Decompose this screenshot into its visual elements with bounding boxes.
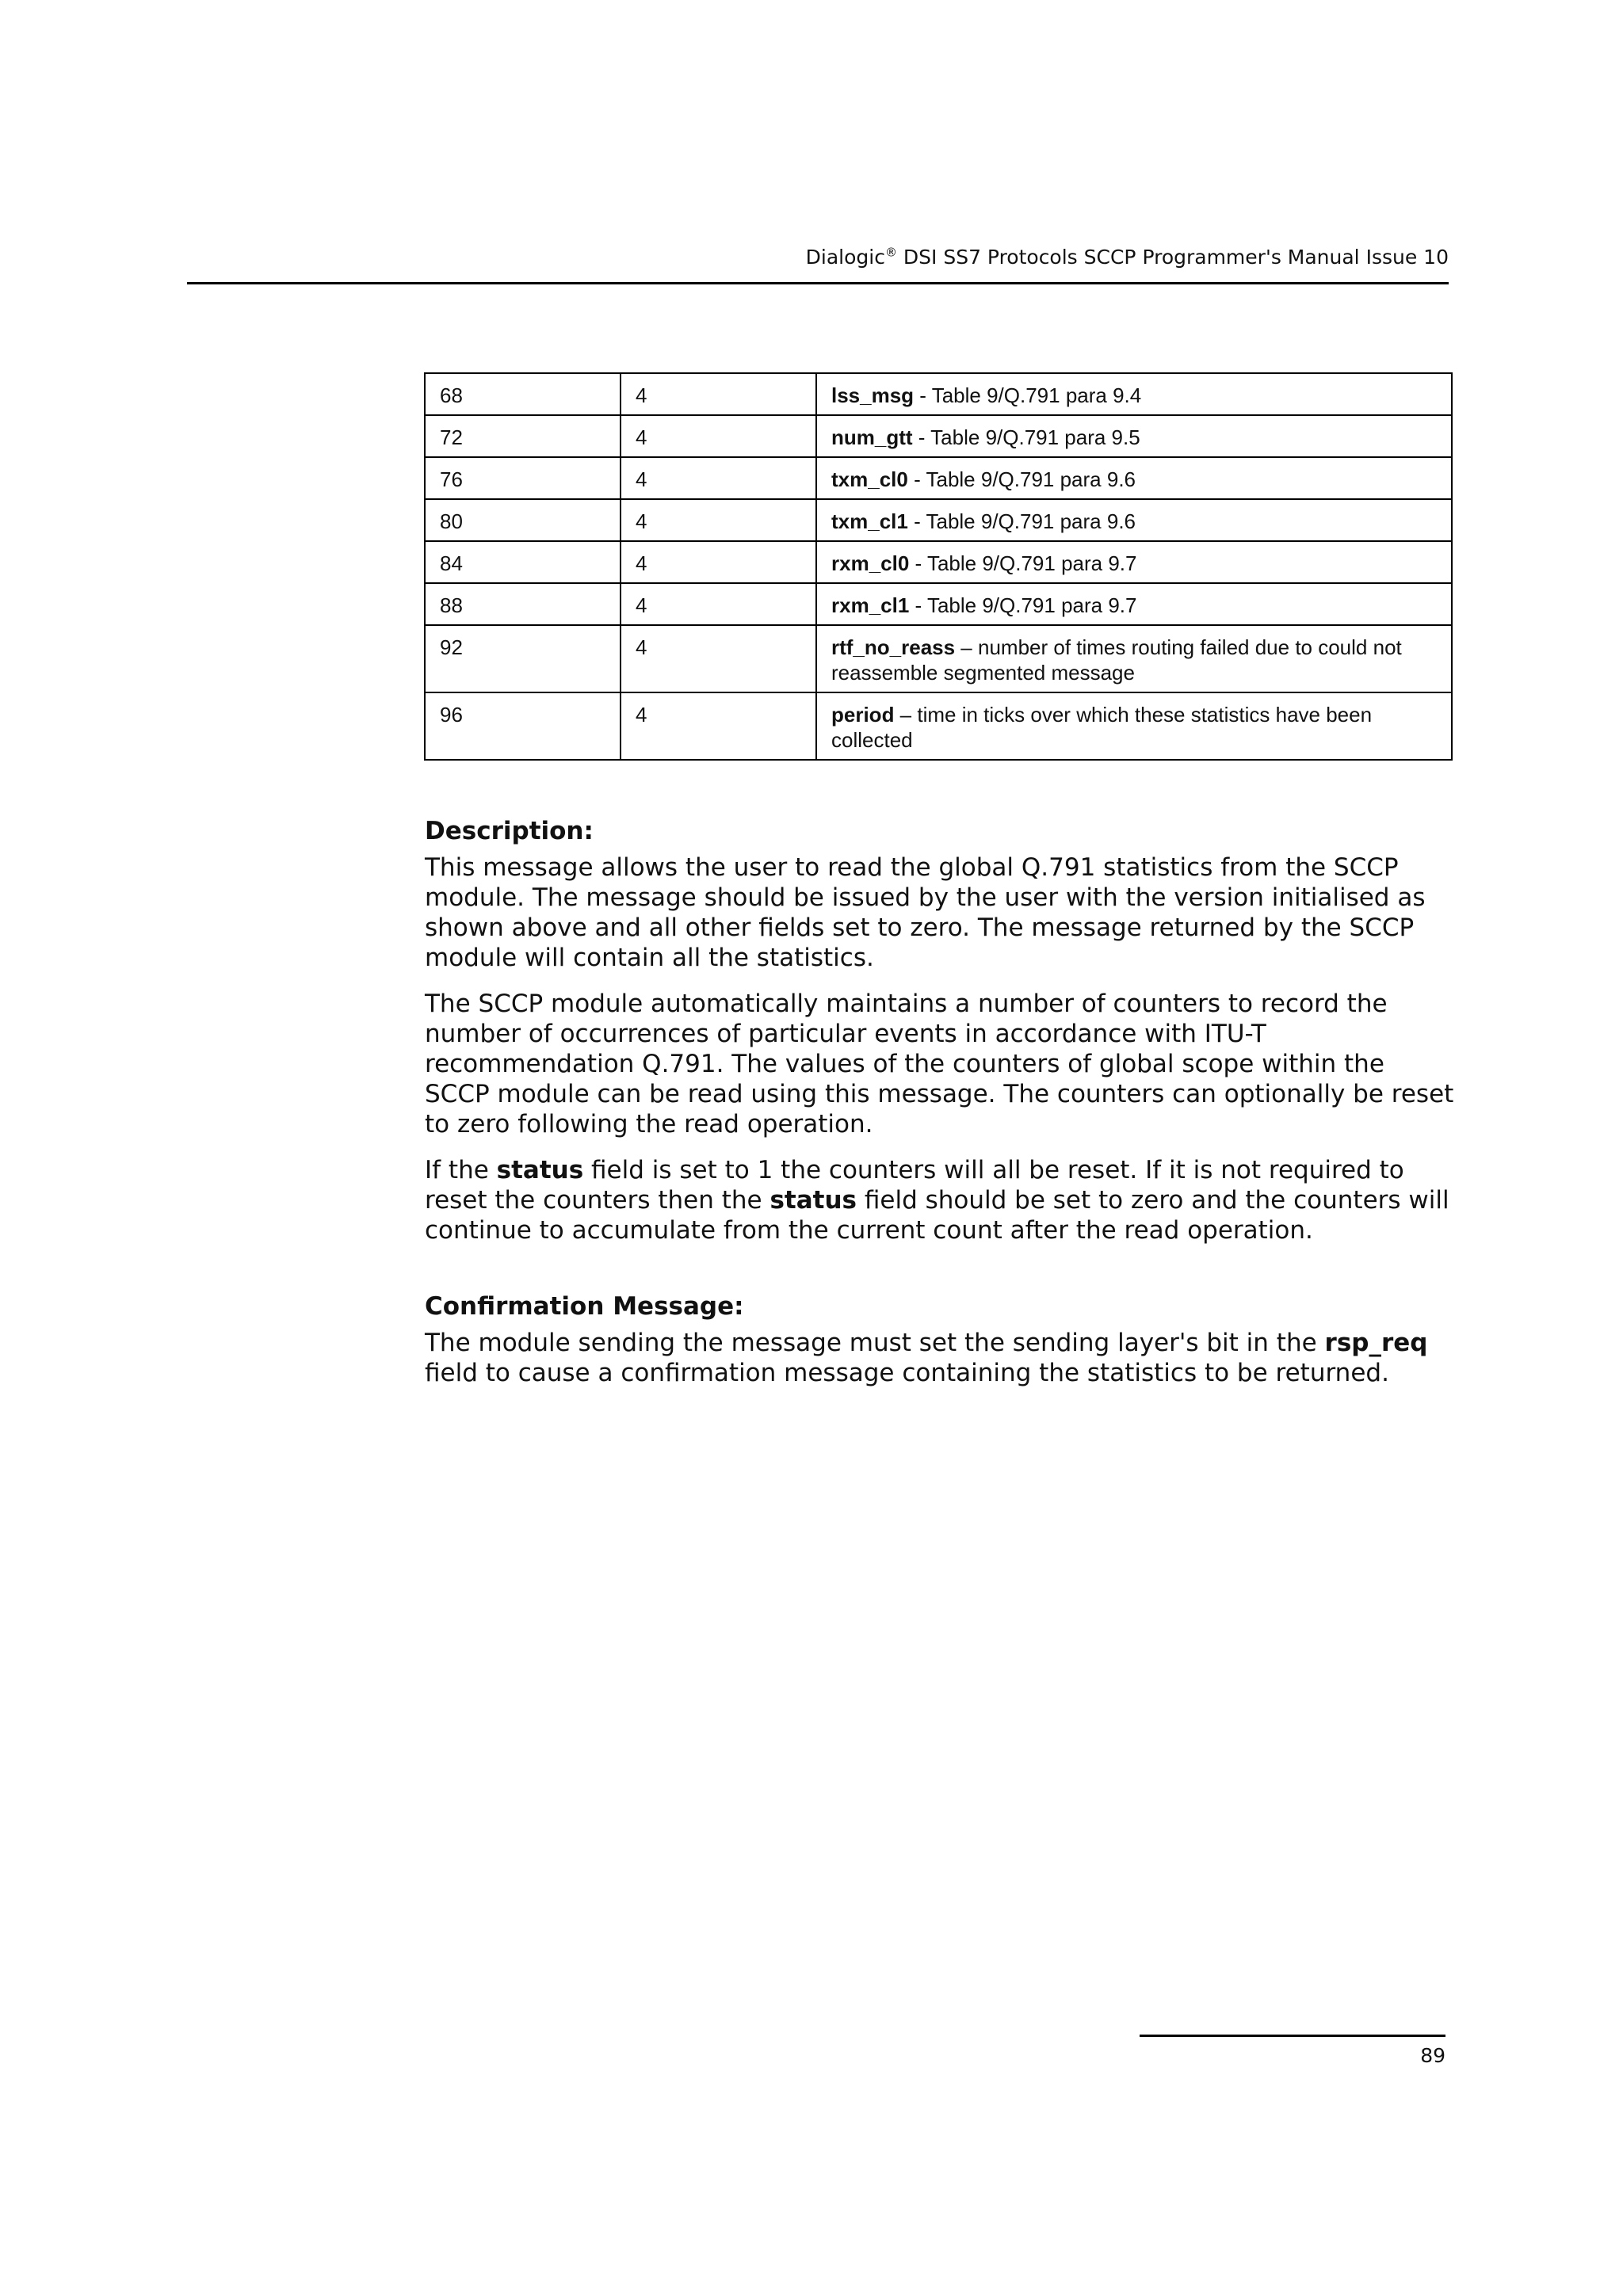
status-term: status: [769, 1186, 857, 1215]
field-name: rxm_cl0: [831, 551, 910, 575]
description-cell: [816, 457, 1452, 499]
page-number: 89: [1420, 2044, 1445, 2067]
table-row: [425, 415, 1452, 457]
description-cell: [816, 373, 1452, 415]
field-name: period: [831, 703, 895, 727]
field-description: - Table 9/Q.791 para 9.7: [909, 593, 1137, 617]
offset-cell: 88: [425, 583, 621, 625]
offset-cell: 80: [425, 499, 621, 541]
field-name: rtf_no_reass: [831, 635, 956, 659]
offset-cell: 68: [425, 373, 621, 415]
field-description: - Table 9/Q.791 para 9.7: [909, 551, 1137, 575]
description-heading: Description:: [425, 817, 594, 845]
text-run: The module sending the message must set the sending layer's bit in the: [425, 1329, 1325, 1357]
field-name: num_gtt: [831, 425, 913, 449]
rsp-req-term: rsp_req: [1324, 1329, 1428, 1357]
field-name: txm_cl0: [831, 467, 908, 491]
table-row: [425, 373, 1452, 415]
text-run: If the: [425, 1156, 497, 1184]
size-cell: 4: [621, 583, 816, 625]
field-description: – time in ticks over which these statistics have been collected: [831, 703, 1373, 752]
size-cell: 4: [621, 692, 816, 760]
footer-rule: [1140, 2035, 1445, 2037]
description-cell: [816, 499, 1452, 541]
table-row: [425, 457, 1452, 499]
header-title-rest: DSI SS7 Protocols SCCP Programmer's Manual Issue 10: [896, 246, 1449, 269]
size-cell: 4: [621, 415, 816, 457]
confirmation-heading: Confirmation Message:: [425, 1292, 744, 1321]
size-cell: 4: [621, 373, 816, 415]
description-paragraph-2: The SCCP module automatically maintains a number of counters to record the number of occurrences of particular events in accordance with ITU-T recommendation Q.791. The values of the counters of global scope within the SCCP module can be read using this message. The counters can optionally be reset to zero following the read operation.: [425, 990, 1454, 1138]
offset-cell: 84: [425, 541, 621, 583]
field-description: - Table 9/Q.791 para 9.4: [914, 383, 1142, 407]
description-cell: [816, 625, 1452, 692]
page-header: [187, 246, 1449, 269]
table-row: [425, 692, 1452, 760]
field-description: - Table 9/Q.791 para 9.6: [907, 467, 1136, 491]
description-cell: [816, 415, 1452, 457]
field-name: lss_msg: [831, 383, 915, 407]
offset-cell: 76: [425, 457, 621, 499]
table-row: [425, 625, 1452, 692]
header-rule: [187, 282, 1449, 284]
size-cell: 4: [621, 625, 816, 692]
description-cell: [816, 583, 1452, 625]
text-run: field is set to 1 the counters will all be reset. If it is not required to reset the counters then the: [425, 1156, 1404, 1215]
field-description: – number of times routing failed due to could not reassemble segmented message: [831, 635, 1402, 685]
header-title-prefix: Dialogic: [805, 246, 885, 269]
confirmation-paragraph: [425, 1328, 1455, 1388]
offset-cell: 72: [425, 415, 621, 457]
field-description: - Table 9/Q.791 para 9.6: [907, 509, 1136, 533]
status-term: status: [496, 1156, 584, 1184]
description-cell: [816, 692, 1452, 760]
description-cell: [816, 541, 1452, 583]
description-paragraph-1: This message allows the user to read the global Q.791 statistics from the SCCP module. The message should be issued by the user with the version initialised as shown above and all other fields set to zero. The message returned by the SCCP module will contain all the statistics.: [425, 853, 1426, 972]
field-description: - Table 9/Q.791 para 9.5: [912, 425, 1140, 449]
table-row: [425, 583, 1452, 625]
offset-cell: 92: [425, 625, 621, 692]
field-name: txm_cl1: [831, 509, 908, 533]
table-row: [425, 541, 1452, 583]
field-name: rxm_cl1: [831, 593, 910, 617]
size-cell: 4: [621, 541, 816, 583]
registered-mark: ®: [884, 245, 897, 260]
description-paragraph-3: [425, 1155, 1455, 1245]
text-run: field to cause a confirmation message containing the statistics to be returned.: [425, 1359, 1389, 1387]
text-run: field should be set to zero and the counters will continue to accumulate from the current count after the read operation.: [425, 1186, 1449, 1245]
size-cell: 4: [621, 499, 816, 541]
statistics-field-table: [424, 372, 1453, 761]
body-content: [425, 816, 1455, 1404]
size-cell: 4: [621, 457, 816, 499]
table-row: [425, 499, 1452, 541]
offset-cell: 96: [425, 692, 621, 760]
